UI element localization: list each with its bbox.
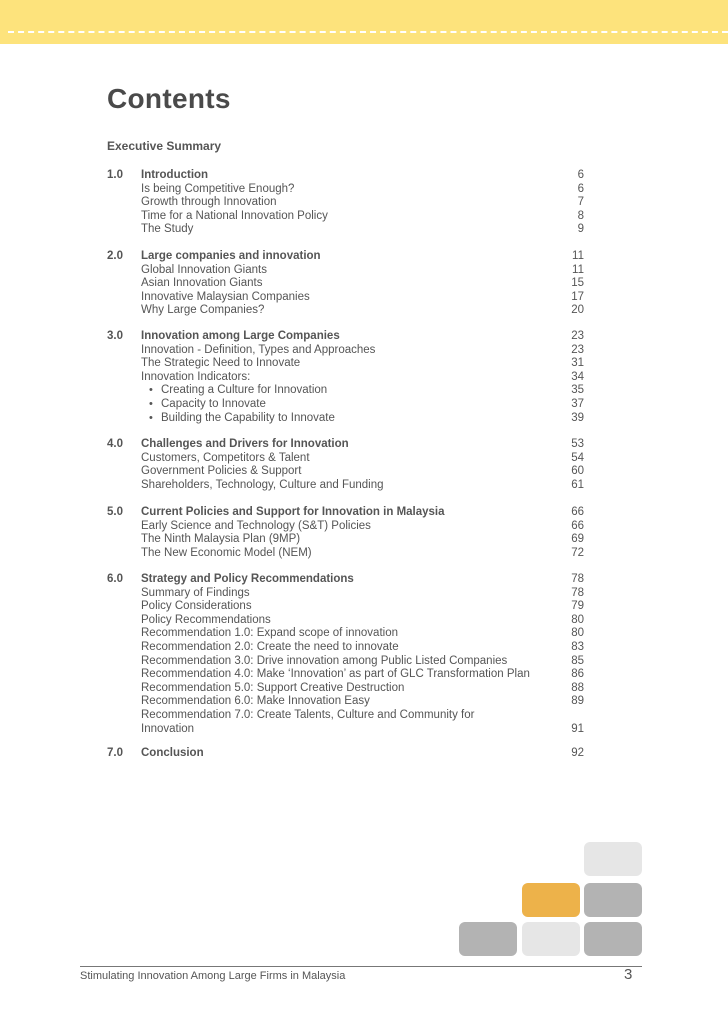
toc-entry-label: Why Large Companies? (141, 304, 265, 317)
toc-entry-label: Creating a Culture for Innovation (161, 384, 328, 397)
toc-page-number: 86 (571, 668, 584, 681)
toc-executive-summary[interactable]: Executive Summary (107, 139, 222, 153)
toc-entry[interactable] (0, 614, 728, 628)
toc-entry[interactable] (0, 264, 728, 278)
toc-section (0, 506, 728, 560)
toc-section-heading[interactable] (0, 573, 728, 587)
toc-page-number: 92 (571, 747, 584, 759)
toc-section-title: Introduction (141, 169, 209, 181)
toc-page-number: 7 (577, 196, 584, 209)
deco-square-3 (584, 883, 642, 917)
deco-square-4 (459, 922, 517, 956)
toc-entry-label: Recommendation 5.0: Support Creative Destruction (141, 681, 405, 694)
bullet-icon: • (149, 397, 153, 410)
toc-section-title: Large companies and innovation (141, 250, 321, 262)
toc-page-number: 31 (571, 357, 584, 370)
toc-entry-label: Policy Recommendations (141, 613, 271, 626)
toc-page-number: 11 (572, 263, 584, 276)
toc-section (0, 169, 728, 237)
toc-section-title: Innovation among Large Companies (141, 330, 340, 342)
toc-entry[interactable] (0, 587, 728, 601)
toc-section-heading[interactable] (0, 506, 728, 520)
toc-page-number: 9 (577, 223, 584, 236)
toc-section-number: 3.0 (107, 330, 123, 342)
toc-entry[interactable] (0, 520, 728, 534)
toc-page-number: 89 (571, 695, 584, 708)
toc-page-number: 15 (571, 277, 584, 290)
toc-section (0, 573, 728, 736)
toc-entry[interactable] (0, 412, 728, 426)
footer-rule (80, 966, 642, 967)
toc-entry-label: Government Policies & Support (141, 465, 302, 478)
toc-page-number: 54 (571, 451, 584, 464)
toc-entry-label: Innovation Indicators: (141, 370, 251, 383)
toc-section-number: 7.0 (107, 747, 123, 759)
toc-entry[interactable] (0, 723, 728, 737)
toc-page-number: 6 (577, 182, 584, 195)
toc-entry-label: Building the Capability to Innovate (161, 411, 335, 424)
toc-entry[interactable] (0, 479, 728, 493)
toc-entry[interactable] (0, 533, 728, 547)
toc-entry-label: Innovation (141, 722, 195, 735)
toc-section-heading[interactable] (0, 330, 728, 344)
toc-page-number: 72 (571, 546, 584, 559)
toc-entry-label: Innovation - Definition, Types and Approaches (141, 343, 376, 356)
toc-entry-label: Is being Competitive Enough? (141, 182, 295, 195)
toc-page-number: 11 (572, 250, 584, 262)
toc-page-number: 6 (577, 169, 584, 181)
toc-entry-label: Recommendation 4.0: Make ‘Innovation’ as part of GLC Transformation Plan (141, 668, 530, 681)
toc-section (0, 747, 728, 761)
toc-entry[interactable] (0, 344, 728, 358)
toc-entry-label: The Strategic Need to Innovate (141, 357, 301, 370)
toc-entry[interactable] (0, 371, 728, 385)
footer-page-number: 3 (624, 966, 633, 983)
toc-entry[interactable] (0, 600, 728, 614)
toc-page-number: 83 (571, 640, 584, 653)
toc-entry-label: Asian Innovation Giants (141, 277, 263, 290)
toc-section-title: Challenges and Drivers for Innovation (141, 438, 349, 450)
deco-square-6 (584, 922, 642, 956)
toc-entry-label: Capacity to Innovate (161, 397, 266, 410)
toc-section-number: 2.0 (107, 250, 123, 262)
header-dashed-line (8, 31, 728, 33)
header-band (0, 0, 728, 44)
deco-square-5 (522, 922, 580, 956)
toc-page-number: 34 (571, 370, 584, 383)
toc-section (0, 438, 728, 492)
toc-section-number: 4.0 (107, 438, 123, 450)
deco-square-1 (584, 842, 642, 876)
toc-page-number: 79 (571, 600, 584, 613)
toc-entry-label: Recommendation 3.0: Drive innovation among Public Listed Companies (141, 654, 508, 667)
toc-section (0, 330, 728, 425)
toc-page-number: 61 (571, 478, 584, 491)
deco-square-2 (522, 883, 580, 917)
toc-entry-label: Policy Considerations (141, 600, 252, 613)
toc-section-number: 5.0 (107, 506, 123, 518)
toc-entry-label: Innovative Malaysian Companies (141, 290, 310, 303)
toc-entry[interactable] (0, 709, 728, 723)
bullet-icon: • (149, 411, 153, 424)
toc-section-heading[interactable] (0, 747, 728, 761)
toc-section (0, 250, 728, 318)
toc-section-heading[interactable] (0, 250, 728, 264)
toc-page-number: 85 (571, 654, 584, 667)
toc-entry-label: Shareholders, Technology, Culture and Funding (141, 478, 384, 491)
toc-page-number: 23 (571, 343, 584, 356)
toc-entry-label: Time for a National Innovation Policy (141, 209, 328, 222)
toc-section-title: Conclusion (141, 747, 204, 759)
toc-entry[interactable] (0, 641, 728, 655)
toc-entry[interactable] (0, 384, 728, 398)
toc-entry[interactable] (0, 627, 728, 641)
toc-page-number: 78 (571, 586, 584, 599)
toc-entry[interactable] (0, 655, 728, 669)
page-title: Contents (107, 83, 231, 114)
toc-page-number: 69 (571, 533, 584, 546)
toc-page-number: 80 (571, 613, 584, 626)
toc-section-number: 6.0 (107, 573, 123, 585)
toc-entry[interactable] (0, 695, 728, 709)
toc-page-number: 66 (571, 519, 584, 532)
toc-page-number: 23 (571, 330, 584, 342)
toc-entry-label: Customers, Competitors & Talent (141, 451, 310, 464)
bullet-icon: • (149, 384, 153, 397)
toc-page-number: 37 (571, 397, 584, 410)
toc-page-number: 17 (571, 290, 584, 303)
toc-entry[interactable] (0, 452, 728, 466)
toc-section-number: 1.0 (107, 169, 123, 181)
toc-entry-label: Recommendation 1.0: Expand scope of innovation (141, 627, 398, 640)
toc-entry[interactable] (0, 304, 728, 318)
footer-title: Stimulating Innovation Among Large Firms in Malaysia (80, 970, 346, 982)
toc-entry-label: Early Science and Technology (S&T) Policies (141, 519, 371, 532)
toc-entry[interactable] (0, 223, 728, 237)
toc-entry[interactable] (0, 398, 728, 412)
toc-entry-label: Summary of Findings (141, 586, 250, 599)
toc-page-number: 35 (571, 384, 584, 397)
toc-entry[interactable] (0, 465, 728, 479)
toc-page-number: 60 (571, 465, 584, 478)
toc-section-title: Current Policies and Support for Innovation in Malaysia (141, 506, 445, 518)
toc-entry-label: The New Economic Model (NEM) (141, 546, 312, 559)
toc-page-number: 88 (571, 681, 584, 694)
toc-section-heading[interactable] (0, 438, 728, 452)
toc-entry[interactable] (0, 277, 728, 291)
toc-page-number: 53 (571, 438, 584, 450)
toc-page-number: 80 (571, 627, 584, 640)
toc-page-number: 20 (571, 304, 584, 317)
toc-entry[interactable] (0, 547, 728, 561)
toc-page-number: 66 (571, 506, 584, 518)
toc-entry[interactable] (0, 196, 728, 210)
toc-entry[interactable] (0, 183, 728, 197)
toc-entry-label: The Study (141, 223, 194, 236)
toc-page-number: 91 (571, 722, 584, 735)
toc-section-title: Strategy and Policy Recommendations (141, 573, 354, 585)
toc-entry[interactable] (0, 210, 728, 224)
toc-entry-label: The Ninth Malaysia Plan (9MP) (141, 533, 301, 546)
toc-entry-label: Recommendation 7.0: Create Talents, Culture and Community for (141, 708, 475, 721)
toc-entry-label: Recommendation 2.0: Create the need to innovate (141, 640, 399, 653)
toc-entry[interactable] (0, 668, 728, 682)
toc-page-number: 78 (571, 573, 584, 585)
toc-section-heading[interactable] (0, 169, 728, 183)
toc-entry[interactable] (0, 357, 728, 371)
toc-entry[interactable] (0, 682, 728, 696)
toc-page-number: 8 (577, 209, 584, 222)
toc-entry-label: Growth through Innovation (141, 196, 277, 209)
toc-entry[interactable] (0, 291, 728, 305)
toc-entry-label: Recommendation 6.0: Make Innovation Easy (141, 695, 370, 708)
toc-page-number: 39 (571, 411, 584, 424)
toc-entry-label: Global Innovation Giants (141, 263, 267, 276)
